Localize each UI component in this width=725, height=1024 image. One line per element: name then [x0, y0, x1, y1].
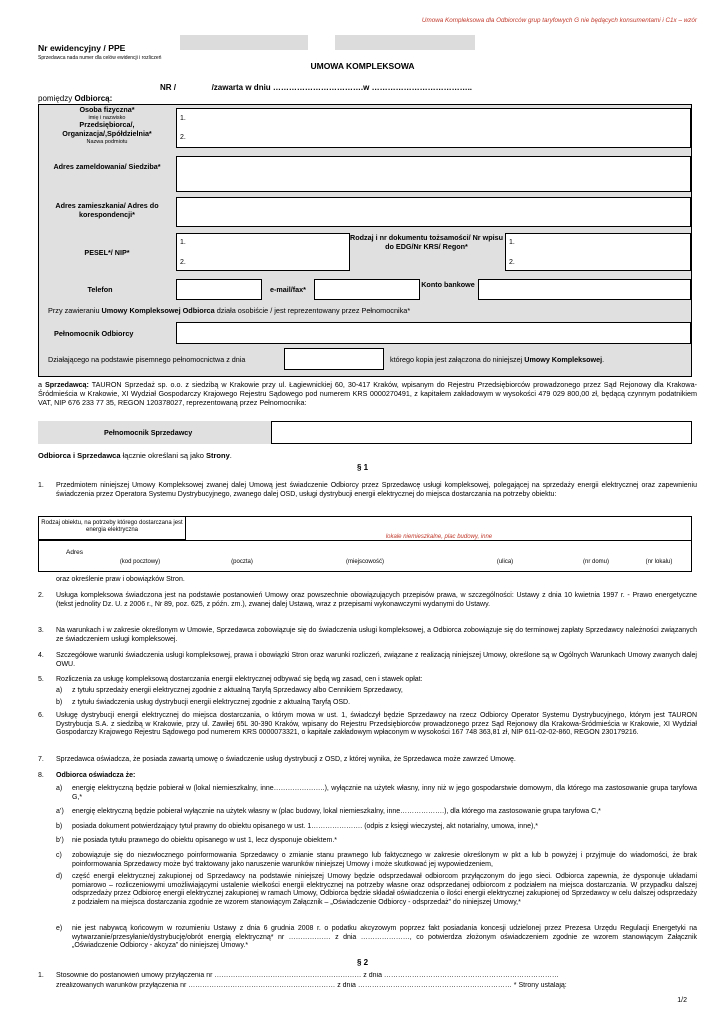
addr-nr-domu[interactable]: (nr domu) [582, 559, 609, 565]
s1-p8a2-text: energię elektryczną będzie pobierał wyłącznie na użytek własny w (plac budowy, lokal niemieszkalny, inne……………….), dla którego ma zastosowanie grupa taryfowa C,* [72, 808, 601, 815]
s1-p5-text: Rozliczenia za usługę kompleksową dostarczania energii elektrycznej odbywać się będą wg zasad, cen i stawek opłat: [56, 676, 423, 683]
s1-p8d-text: część energii elektrycznej zakupionej od Sprzedawcy na podstawie niniejszej Umowy będzie odsprzedawał odbiorcom przyłączonym do jego sieci. Odbiorca zapewnia, że dysponuje układami pomiarowo – rozliczeniowymi umożliwiającymi ustalenie wielkości energii elektrycznej na potrzeby własne oraz odsprzedanej odbiorcom z podziałem na miejsca dostarczania. W przypadku dalszej odsprzedaży przez Odbiorcę energii elektrycznej zakupionej w ramach Umowy, Odbiorca będzie składał oświadczenia o ilości energii elektrycznej zakupionej od Sprzedawcy w celu dalszej odsprzedaży z podziałem na miejsca dostarczania zgodnie ze wzorem stanowiącym Załącznik – „Oświadczenie Odbiorcy - odsprzedaż” do niniejszej Umowy,* [72, 873, 697, 906]
addr-poczta[interactable]: (poczta) [231, 559, 253, 565]
ppe-subtitle: Sprzedawca nada numer dla celów ewidencji i rozliczeń [38, 55, 162, 61]
between-odbiorca: pomiędzy Odbiorcą: [38, 94, 113, 103]
telefon-label: Telefon [87, 285, 113, 294]
s1-p8c-text: zobowiązuje się do niezwłocznego poinformowania Sprzedawcy o zmianie stanu prawnego lub faktycznego w zakresie określonym w pkt a lub b powyżej i przyjmuje do wiadomości, że brak poinformowania Sprzedawcy może być traktowany jako naruszenie warunków niniejszej Umowy i może skutkować jej wypowiedzeniem, [72, 852, 697, 868]
pelnomocnik-sprzedawcy-field[interactable] [271, 421, 692, 444]
s1-p8e-text: nie jest nabywcą końcowym w rozumieniu Ustawy z dnia 6 grudnia 2008 r. o podatku akcyzowym poprzez fakt posiadania koncesji udzielonej przez Prezesa Urzędu Regulacji Energetyki na wytwarzanie/przesyłanie/dystrybucję/obrót energią elektryczną* nr ……………… z dnia …………………, co potwierdza złożonym oświadczeniem zgodnie ze wzorem stanowiącym Załącznik „Oświadczenie Odbiorcy - akcyza” do niniejszej Umowy.* [72, 925, 697, 950]
odbiorca-name-num2: 2. [180, 134, 186, 141]
s1-p8-text: Odbiorca oświadcza że: [56, 772, 136, 779]
section-2-title: § 2 [356, 958, 369, 967]
zawieranie-text: Przy zawieraniu Umowy Kompleksowej Odbiorca działa osobiście / jest reprezentowany przez Pełnomocnika* [48, 306, 411, 315]
telefon-field[interactable] [176, 279, 262, 300]
ppe-title: Nr ewidencyjny / PPE [38, 43, 126, 53]
s1-p1-num: 1. [38, 482, 44, 489]
s2-p1-num: 1. [38, 972, 44, 979]
s1-p8b2-text: nie posiada tytułu prawnego do obiektu opisanego w ust 1, lecz dysponuje obiektem.* [72, 837, 338, 844]
pesel-nip-field[interactable] [176, 233, 350, 271]
obiekt-rodzaj-label: Rodzaj obiektu, na potrzeby którego dostarczana jest energia elektryczna [41, 520, 183, 534]
s1-p5b-text: z tytułu świadczenia usług dystrybucji energii elektrycznej zgodnie z aktualną Taryfą OSD. [72, 699, 351, 706]
email-label: e-mail/fax* [270, 285, 306, 294]
s1-p8-num: 8. [38, 772, 44, 779]
s1-p6-text: Usługę dystrybucji energii elektrycznej do miejsca dostarczania, o którym mowa w ust. 1, świadczył będzie Sprzedawcy na rzecz Odbiorcy Operator Systemu Dystrybucyjnego, którym jest TAURON Dystrybucja S.A. z siedzibą w Krakowie, przy ul. Zawiłej 65L 30-390 Kraków, wpisany do Rejestru Przedsiębiorców prowadzonego przez Sąd Rejonowy dla Krakowa-Śródmieścia w Krakowie, XI Wydział Gospodarczy Krajowego Rejestru Sądowego pod numerem KRS 0000073321, o kapitale zakładowym wpłaconym w wysokości 167 748 363,81 zł, NIP 611-02-02-860, REGON 230179216. [56, 712, 697, 737]
dokument-label: Rodzaj i nr dokumentu tożsamości/ Nr wpisu do EDG/Nr KRS/ Regon* [350, 233, 503, 251]
pelnomocnik-odbiorcy-field[interactable] [176, 322, 691, 344]
s1-p8d-num: d) [56, 873, 63, 880]
s1-p3-num: 3. [38, 627, 44, 634]
s1-p6-num: 6. [38, 712, 44, 719]
s1-p8b-text: posiada dokument potwierdzający tytuł prawny do obiektu opisanego w ust. 1…………………. (odpis z księgi wieczystej, akt notarialny, umowa, inne),* [72, 823, 538, 830]
pelnomocnictwo-date-field[interactable] [284, 348, 384, 370]
s1-p8e-num: e) [56, 925, 63, 932]
s1-p2-num: 2. [38, 592, 44, 599]
konto-label: Konto bankowe [421, 280, 475, 289]
sprzedawca-intro: a Sprzedawcą: TAURON Sprzedaż sp. o.o. z siedzibą w Krakowie przy ul. Łagiewnickiej 60, 30-417 Kraków, wpisanym do Rejestru Przedsiębiorców prowadzonego przez Sąd Rejonowy dla Krakowa-Śródmieścia w Krakowie, XI Wydział Gospodarczy Krajowego Rejestru Sądowego pod numerem KRS 0000270491, z kapitałem zakładowym w wysokości 479 029 800,00 zł, będącą czynnym podatnikiem VAT, NIP 676 233 77 35, REGON 120378027, reprezentowaną przez Pełnomocnika: [38, 380, 698, 407]
s1-p8a-num: a) [56, 785, 63, 792]
addr-ulica[interactable]: (ulica) [496, 559, 514, 565]
s1-p7-text: Sprzedawca oświadcza, że posiada zawartą umowę o świadczenie usług dystrybucji z OSD, z której wynika, że Sprzedawca może zawrzeć Umowę. [56, 756, 516, 763]
dokument-field[interactable] [505, 233, 691, 271]
pesel-num2: 2. [180, 259, 186, 266]
pelnomocnictwo-label: Działającego na podstawie pisemnego pełnomocnictwa z dnia [48, 355, 246, 364]
s1-p8b2-num: b’) [56, 837, 64, 844]
obiekt-rodzaj-value[interactable]: lokale niemieszkalne, plac budowy, inne [385, 534, 493, 540]
s1-p3-text: Na warunkach i w zakresie określonym w Umowie, Sprzedawca zobowiązuje się do świadczenia usługi kompleksowej, a Odbiorca zobowiązuje się do terminowej zapłaty Sprzedawcy należności związanych ze świadczeniem usługi kompleksowej. [56, 627, 697, 643]
document-title: UMOWA KOMPLEKSOWA [310, 61, 415, 71]
dokument-num2: 2. [509, 259, 515, 266]
pelnomocnik-odbiorcy-label: Pełnomocnik Odbiorcy [54, 329, 134, 338]
prawa-text: oraz określenie praw i obowiązków Stron. [56, 576, 185, 583]
ppe-field-2[interactable] [335, 35, 475, 50]
pesel-nip-label: PESEL*/ NIP* [84, 248, 130, 257]
adres-korespondencji-field[interactable] [176, 197, 691, 227]
kopia-text: którego kopia jest załączona do niniejszej Umowy Kompleksowej. [390, 355, 605, 364]
s1-p8a2-num: a’) [56, 808, 64, 815]
email-field[interactable] [314, 279, 420, 300]
strony-text: Odbiorca i Sprzedawca łącznie określani są jako Strony. [38, 451, 232, 460]
header-note: Umowa Kompleksowa dla Odbiorców grup taryfowych G nie będących konsumentami i C1x – wzór [421, 17, 697, 24]
s1-p2-text: Usługa kompleksowa świadczona jest na podstawie postanowień Umowy oraz powszechnie obowiązujących przepisów prawa, w szczególności: Ustawy z dnia 10 kwietnia 1997 r. - Prawo energetyczne (tekst jednolity Dz. U. z 2006 r., Nr 89, poz. 625, z późn. zm.), zwanej dalej Ustawą, wraz z przepisami wykonawczymi wydanymi do Ustawy. [56, 592, 697, 608]
addr-miejscowosc[interactable]: (miejscowość) [345, 559, 384, 565]
s1-p4-num: 4. [38, 652, 44, 659]
adres-label: Adres [66, 549, 83, 556]
s1-p8a-text: energię elektryczną będzie pobierał w (lokal niemieszkalny, inne………………….), wyłącznie na użytek własny, inny niż w jego gospodarstwie domowym, dla którego ma zastosowanie grupa taryfowa G,* [72, 785, 697, 801]
adres-zameldowania-field[interactable] [176, 156, 691, 192]
konto-field[interactable] [478, 279, 691, 300]
pelnomocnik-sprzedawcy-label: Pełnomocnik Sprzedawcy [104, 428, 193, 437]
s1-p7-num: 7. [38, 756, 44, 763]
s1-p1-text: Przedmiotem niniejszej Umowy Kompleksowej zwanej dalej Umową jest świadczenie Odbiorcy przez Sprzedawcę usługi kompleksowej, polegającej na sprzedaży energii elektrycznej oraz zapewnieniu świadczenia przez Operatora Systemu Dystrybucyjnego, zwanego dalej OSD, usługi dystrybucji energii elektrycznej do miejsca dostarczania na potrzeby obiektu: [56, 482, 697, 498]
obiekt-divider [38, 540, 692, 541]
s2-p1-line2: zrealizowanych warunków przyłączenia nr ……………………………………………………… z dnia ………………………………………………………… * Strony ustalają: [56, 982, 567, 989]
dokument-num1: 1. [509, 239, 515, 246]
s1-p5a-num: a) [56, 687, 63, 694]
s1-p5a-text: z tytułu sprzedaży energii elektrycznej zgodnie z aktualną Taryfą Sprzedawcy albo Cennikiem Sprzedawcy, [72, 687, 403, 694]
adres-zameldowania-label: Adres zameldowania/ Siedziba* [53, 162, 161, 171]
ppe-field-1[interactable] [180, 35, 308, 50]
s1-p5-num: 5. [38, 676, 44, 683]
odbiorca-name-field[interactable] [176, 108, 691, 148]
contract-number-line: NR / /zawarta w dniu …………………………….w ……………………………….. [160, 83, 473, 92]
odbiorca-name-label: Osoba fizyczna* imię i nazwisko Przedsiębiorca/, Organizacja/,Spółdzielnia* Nazwa podmiotu [62, 105, 152, 146]
s1-p8b-num: b) [56, 823, 63, 830]
pesel-num1: 1. [180, 239, 186, 246]
s2-p1-line1: Stosownie do postanowień umowy przyłączenia nr ……………………………………………………… z dnia ………………………………………………………………… [56, 972, 559, 979]
adres-korespondencji-label: Adres zamieszkania/ Adres do korespondencji* [55, 201, 159, 219]
addr-nr-lokalu[interactable]: (nr lokalu) [645, 559, 673, 565]
s1-p8c-num: c) [56, 852, 62, 859]
s1-p5b-num: b) [56, 699, 63, 706]
addr-kod[interactable]: (kod pocztowy) [119, 559, 161, 565]
s1-p4-text: Szczegółowe warunki świadczenia usługi kompleksowej, prawa i obowiązki Stron oraz warunki rozliczeń, związane z realizacją niniejszej Umowy, określone są w Ogólnych Warunkach Umowy zwanych dalej OWU. [56, 652, 697, 668]
odbiorca-name-num1: 1. [180, 115, 186, 122]
page-number: 1/2 [677, 997, 687, 1004]
section-1-title: § 1 [356, 463, 369, 472]
